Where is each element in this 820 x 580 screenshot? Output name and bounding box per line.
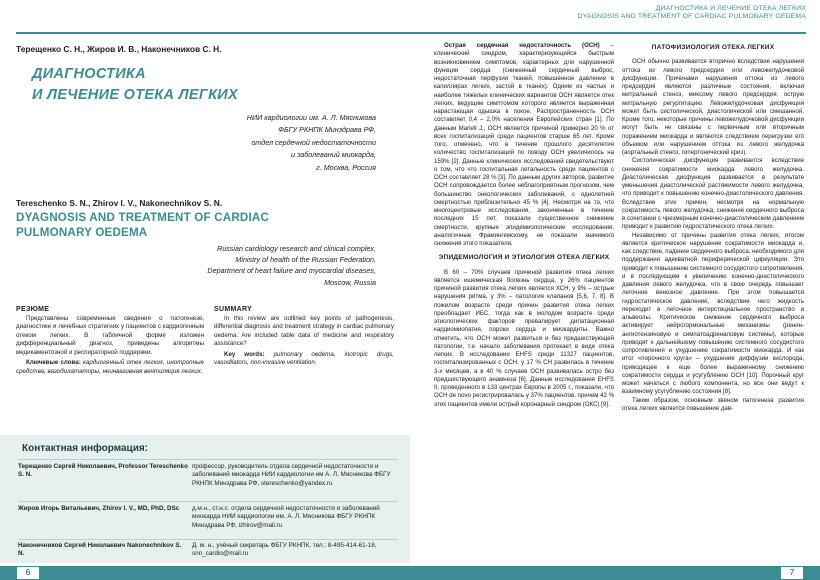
- affiliation-ru: [176, 112, 376, 174]
- keywords-ru-text: кардиогенный отек легких, инотропные средства, вазодилататоры, неинвазивная вентиляция легких.: [16, 359, 204, 375]
- keywords-en: [214, 351, 394, 368]
- title-ru-line1: ДИАГНОСТИКА: [32, 66, 146, 82]
- text-column-2: [622, 42, 804, 413]
- abstract-ru: [16, 306, 204, 376]
- text-column-1: [434, 42, 614, 409]
- article-title-ru: [32, 64, 238, 106]
- aff-en-line: Department of heart failure and myocardial diseases,: [207, 266, 376, 276]
- contact-box: [0, 435, 410, 563]
- affiliation-en: [116, 243, 376, 288]
- contact-name: Терещенко Сергей Николаевич, Professor Tereschenko S. N.: [18, 463, 188, 479]
- aff-en-line: Moscow, Russia: [324, 277, 376, 287]
- abstract-en-text: In this review are outlined key points of pathogenesis, differential diagnosis and treatment strategy in cardiac pulmonary oedema. Are included table data of medicine and respiratory assistance?: [214, 314, 394, 347]
- running-header-ru: ДИАГНОСТИКА И ЛЕЧЕНИЕ ОТЕКА ЛЕГКИХ: [655, 5, 806, 12]
- intro-term: Острая сердечная недостаточность (ОСН): [444, 42, 600, 49]
- aff-ru-line: отдел сердечной недостаточности: [251, 137, 376, 147]
- contact-info: профессор, руководитель отдела сердечной недостаточности и заболеваний миокарда НИИ кардиологии им А. Л. Мясникова ФБГУ РКНПК Минздрава РФ, stereschenko@yandex.ru: [192, 463, 391, 487]
- running-header: [578, 5, 807, 21]
- patho-paragraph: Систолическая дисфункция развивается вследствие снижения сократимости миокарда левого желудочка. Диастолическая дисфункция развивается в результате уменьшения диастолической растяжимости левого желудочка, что приводит к повышению конечно-диастолического давления. Вследствие этих причин, несмотря на нормальную сократимость левого желудочка, снижение сердечного выброса в сочетании с чрезмерным конечно-диастолическим давлением приводит к развитию гидростатического отека легких.: [622, 157, 804, 231]
- article-title-en: [16, 210, 269, 240]
- footer-bar-right: [410, 566, 820, 580]
- running-header-en: DYAGNOSIS AND TREATMENT OF CARDIAC PULMONARY OEDEMA: [577, 13, 806, 21]
- patho-paragraph: Независимо от причины развития отека легких, итогом является критическое нарушение сократимости миокарда и, как следствие, падение сердечного выброса, необходимого для поддержания адекватной периферической циркуляции. Это приводит к повышению системного сосудистого сопротивления, и в последующем к увеличению конечно-диастолического давления левого желудочка, что в свою очередь повышает легочное венозное давление. При этом повышается гидростатическое давление, вследствие чего жидкость переходит в легочное интерстициальное пространство и альвеолы. Критическое снижение сердечного выброса активирует нейрогормональные механизмы (ренин-ангиотензиновую и симпатоадреналовую системы), которые приводят к дальнейшему повышению системного сосудистого сопротивления и ухудшению сократимости миокарда. И как итог «порочного круга» – ухудшение диффузии кислорода, приводящее к еще более выраженному снижению сократимости сердца и усугублению ОСН [10]. Порочный круг может начаться с любого компонента, но все они ведут к взаимному усугублению состояния [8].: [622, 231, 804, 396]
- patho-paragraph: ОСН обычно развивается вторично вследствие нарушения оттока из левого предсердия или левожелудочковой дисфункции. Причинами нарушения оттока из левого предсердия являются различные состояния, включая митральный стеноз, миксому левого предсердия, острую митральную регургитацию. Левожелудочковая дисфункция может быть систолической, диастолической или смешанной. Кроме того, некоторые причины левожелудочковой дисфункции могут быть не связаны с первичным или вторичным поражением миокарда и являются следствием перегрузки его объемом или нарушением оттока из левого желудочка (аортальный стеноз, гипертонический криз).: [622, 58, 804, 156]
- contact-info: д.м.н., ст.н.с. отдела сердечной недостаточности и заболеваний миокарда НИИ кардиологии им. А. Л. Мясникова ФБГУ РКНПК Минздрава РФ, izhirov@mail.ru: [192, 505, 380, 529]
- section-heading-epidemiology: ЭПИДЕМИОЛОГИЯ И ЭТИОЛОГИЯ ОТЕКА ЛЕГКИХ: [438, 254, 610, 262]
- keywords-ru: [16, 359, 204, 376]
- aff-en-line: Russian cardiology research and clinical complex,: [217, 244, 376, 253]
- abstract-ru-text: Представлены современные сведения о патогенезе, диагностике и лечебных стратегиях у пациентов с кардиогенным отеком легких. В табличной форме изложен дифференциальный диагноз, приведены алгоритмы медикаментозной и респираторной поддержки.: [16, 314, 204, 356]
- epidemiology-paragraph: В 60 – 70% случаев причиной развития отека легких является ишемическая болезнь сердца, у 26% пациентов причиной развития отека легких является ХСН, у 9% – острые нарушения ритма, у 3% – патология клапанов [5,6, 7, 8]. В пожилом возрасте среди причин развития отека легких преобладает ИБС, тогда как в молодом возрасте среди этиологических факторов превалирует дилатационная кардиомиопатия, пороки сердца и миокардиты. Важно отметить, что ОСН может развиться и без предшествующей патологии, т.е. начало заболевания протекает в виде отека легких. В исследовании EHFS среди 11327 пациентов, госпитализированных с ОСН, у 17 % СН развилась в течение 3-х месяцев, а в 40 % случаев ОСН развивалась остро без предшествующего анамнеза [6]. Данные исследования EHFS II, проведенного в 133 центрах Европы в 2005 г., показали, что ОСН de novo регистрировалась у 37% пациентов, причем 42 % этих пациентов имели острый коронарный синдром (ОКС) [9].: [434, 268, 614, 408]
- abstract-en: [214, 306, 394, 368]
- section-heading-pathophysiology: ПАТОФИЗИОЛОГИЯ ОТЕКА ЛЕГКИХ: [651, 44, 775, 51]
- header-rule: [16, 32, 410, 34]
- aff-en-line: Ministry of health of the Russian Federation,: [235, 255, 376, 265]
- intro-paragraph: [434, 42, 614, 248]
- title-en-line2: PULMONARY OEDEMA: [16, 226, 148, 239]
- header-rule: [410, 32, 806, 34]
- abstract-ru-heading: РЕЗЮМЕ: [16, 306, 50, 313]
- contact-title: Контактная информация:: [22, 443, 149, 454]
- aff-ru-line: ФБГУ РКНПК Минздрава РФ,: [278, 125, 376, 135]
- title-ru-line2: И ЛЕЧЕНИЕ ОТЕКА ЛЕГКИХ: [32, 87, 238, 103]
- contact-name: Наконечников Сергей Николаевич Nakonechnikov S. N.: [18, 542, 182, 558]
- contact-info: Д. м. н., учёный секретарь ФБГУ РКНПК, тел.: 8-495-414-61-18, snn_cardio@mail.ru: [192, 542, 377, 558]
- footer-bar-left: [0, 566, 410, 580]
- authors-en: Tereschenko S. N., Zhirov I. V., Nakonechnikov S. N.: [16, 198, 223, 208]
- aff-ru-line: и заболеваний миокарда,: [291, 150, 376, 160]
- contact-divider: [18, 459, 398, 460]
- contact-divider: [18, 539, 398, 540]
- title-en-line1: DYAGNOSIS AND TREATMENT OF CARDIAC: [16, 211, 270, 224]
- right-page: [410, 0, 820, 580]
- page-number-left: 6: [16, 566, 40, 580]
- authors-ru: Терещенко С. Н., Жиров И. В., Наконечников С. Н.: [16, 44, 222, 54]
- patho-paragraph: Таким образом, основным звеном патогенеза развития отека легких является повышение дав-: [622, 396, 804, 412]
- page-number-right: 7: [780, 566, 804, 580]
- contact-divider: [18, 501, 398, 502]
- keywords-en-text: pulmonary oedema, inotropic drugs, vasodilators, non-invasive ventilation.: [214, 350, 394, 366]
- keywords-ru-label: Ключевые слова:: [26, 359, 81, 366]
- abstract-en-heading: SUMMARY: [214, 306, 253, 313]
- aff-ru-line: г. Москва, Россия: [316, 162, 376, 172]
- contact-name: Жиров Игорь Витальевич, Zhirov I. V., MD, PhD, DSc: [18, 505, 180, 512]
- keywords-en-label: Key words:: [224, 350, 265, 358]
- intro-text: – клинический синдром, характеризующийся быстрым возникновением симптомов, характерных для нарушенной функции сердца (сниженный сердечный выброс, недостаточная перфузия тканей, повышенное давление в капиллярах легких, застой в тканях). Одним из частых и наиболее тяжелых клинических вариантов ОСН является отек легких, ведущим симптомом которого является выраженная нарастающая одышка в покое. Распространенность ОСН составляет 0,4 – 2,0% населения Европейских стран [1]. По данным Mariell J., ОСН является причиной примерно 20 % от всех госпитализаций среди пациентов старше 65 лет. Кроме того, отмечено, что в течение прошлого десятилетия количество госпитализаций по поводу ОСН увеличилось на 159% [2]. Данные клинических исследований свидетельствуют о том, что что госпитальная летальность среди пациентов с ОСН составляет 28 % [3]. По данным других авторов, развитие ОСН сопровождается более неблагоприятным прогнозом, чем большинство онкологических заболеваний, с однолетней смертностью приблизительно 45 % [4]. Несмотря на то, что многоцентровые исследования, законченные в течение последних 15 лет, показали существенное снижение смертности, крупные эпидемиологические исследования, аналогичные Фрамингемскому, не показали значимого снижения этого показателя.: [434, 42, 614, 247]
- aff-ru-line: НИИ кардиологии им. А. Л. Мясникова: [246, 113, 376, 122]
